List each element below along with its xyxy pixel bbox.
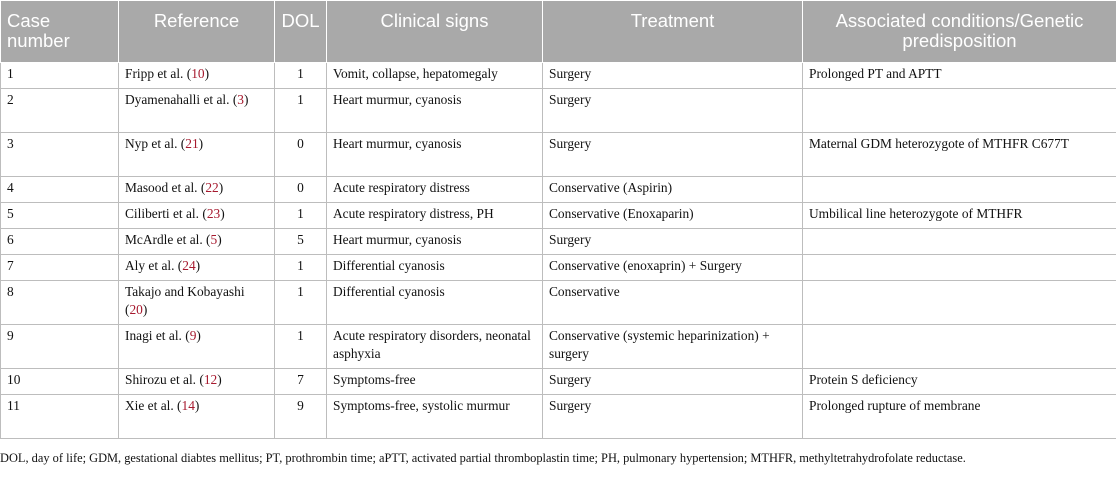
cell-dol: 1 xyxy=(275,63,327,89)
reference-close: ) xyxy=(218,180,224,195)
table-row xyxy=(1,63,1116,89)
cell-reference xyxy=(119,133,275,177)
reference-text: Xie et al. ( xyxy=(125,398,182,413)
header-treatment: Treatment xyxy=(543,1,803,63)
cell-reference xyxy=(119,255,275,281)
cell-treatment: Surgery xyxy=(543,133,803,177)
cell-treatment: Surgery xyxy=(543,63,803,89)
table-row xyxy=(1,255,1116,281)
table-footnote: DOL, day of life; GDM, gestational diabtes mellitus; PT, prothrombin time; aPTT, activated partial thromboplastin time; PH, pulmonary hypertension; MTHFR, methyltetrahydrofolate reductase. xyxy=(0,451,966,465)
table-row xyxy=(1,369,1116,395)
cell-treatment: Conservative (enoxaprin) + Surgery xyxy=(543,255,803,281)
reference-text: Inagi et al. ( xyxy=(125,328,190,343)
table-row xyxy=(1,325,1116,369)
cell-reference xyxy=(119,203,275,229)
table-row xyxy=(1,281,1116,325)
cell-reference xyxy=(119,229,275,255)
table-row xyxy=(1,89,1116,133)
cell-reference xyxy=(119,89,275,133)
cell-dol: 1 xyxy=(275,281,327,325)
reference-link[interactable]: 24 xyxy=(182,258,196,273)
cell-signs: Heart murmur, cyanosis xyxy=(327,229,543,255)
reference-close: ) xyxy=(220,206,225,221)
reference-text: Takajo and Kobayashi ( xyxy=(125,284,245,317)
cell-dol: 0 xyxy=(275,133,327,177)
cell-dol: 9 xyxy=(275,395,327,439)
table-row xyxy=(1,177,1116,203)
reference-text: Dyamenahalli et al. ( xyxy=(125,92,238,107)
cell-conditions: Prolonged PT and APTT xyxy=(803,63,1116,89)
reference-link[interactable]: 21 xyxy=(185,136,199,151)
cell-reference xyxy=(119,395,275,439)
cell-reference xyxy=(119,369,275,395)
cell-signs: Symptoms-free, systolic murmur xyxy=(327,395,543,439)
reference-text: Nyp et al. ( xyxy=(125,136,186,151)
cell-conditions xyxy=(803,229,1116,255)
reference-close: ) xyxy=(195,258,201,273)
cell-treatment: Conservative xyxy=(543,281,803,325)
cell-signs: Acute respiratory distress xyxy=(327,177,543,203)
cell-reference xyxy=(119,177,275,203)
reference-text: Shirozu et al. ( xyxy=(125,372,204,387)
cell-signs: Heart murmur, cyanosis xyxy=(327,133,543,177)
cell-reference xyxy=(119,281,275,325)
cell-case: 5 xyxy=(1,203,119,229)
reference-link[interactable]: 12 xyxy=(203,372,218,387)
reference-close: ) xyxy=(198,136,204,151)
reference-link[interactable]: 10 xyxy=(191,66,205,81)
cell-conditions: Protein S deficiency xyxy=(803,369,1116,395)
cell-treatment: Surgery xyxy=(543,89,803,133)
reference-text: Masood et al. ( xyxy=(125,180,206,195)
reference-link[interactable]: 9 xyxy=(189,328,197,343)
header-clinical-signs: Clinical signs xyxy=(327,1,543,63)
reference-link[interactable]: 23 xyxy=(206,206,221,221)
header-dol: DOL xyxy=(275,1,327,63)
cell-signs: Vomit, collapse, hepatomegaly xyxy=(327,63,543,89)
cell-signs: Symptoms-free xyxy=(327,369,543,395)
cell-case: 3 xyxy=(1,133,119,177)
cell-treatment: Surgery xyxy=(543,369,803,395)
cell-case: 10 xyxy=(1,369,119,395)
reference-text: Fripp et al. ( xyxy=(125,66,192,81)
cell-signs: Heart murmur, cyanosis xyxy=(327,89,543,133)
cell-treatment: Conservative (Aspirin) xyxy=(543,177,803,203)
cell-case: 7 xyxy=(1,255,119,281)
cell-conditions: Maternal GDM heterozygote of MTHFR C677T xyxy=(803,133,1116,177)
cell-reference xyxy=(119,325,275,369)
reference-text: Ciliberti et al. ( xyxy=(125,206,207,221)
cell-case: 2 xyxy=(1,89,119,133)
reference-close: ) xyxy=(196,328,201,343)
cell-reference xyxy=(119,63,275,89)
cell-treatment: Surgery xyxy=(543,395,803,439)
reference-close: ) xyxy=(194,398,200,413)
reference-link[interactable]: 5 xyxy=(210,232,218,247)
cell-case: 11 xyxy=(1,395,119,439)
cell-treatment: Surgery xyxy=(543,229,803,255)
cell-conditions: Umbilical line heterozygote of MTHFR xyxy=(803,203,1116,229)
cell-case: 9 xyxy=(1,325,119,369)
table-row xyxy=(1,395,1116,439)
cell-case: 6 xyxy=(1,229,119,255)
table-row xyxy=(1,133,1116,177)
cell-dol: 7 xyxy=(275,369,327,395)
table-row xyxy=(1,229,1116,255)
header-case-number: Case number xyxy=(1,1,119,63)
reference-close: ) xyxy=(217,232,222,247)
cell-conditions xyxy=(803,255,1116,281)
reference-close: ) xyxy=(217,372,222,387)
table-header-row xyxy=(1,1,1116,63)
reference-close: ) xyxy=(204,66,210,81)
cell-conditions xyxy=(803,177,1116,203)
cell-dol: 1 xyxy=(275,203,327,229)
cell-case: 1 xyxy=(1,63,119,89)
header-reference: Reference xyxy=(119,1,275,63)
cell-conditions xyxy=(803,281,1116,325)
cell-dol: 1 xyxy=(275,255,327,281)
reference-link[interactable]: 14 xyxy=(181,398,195,413)
cell-treatment: Conservative (systemic heparinization) + surgery xyxy=(543,325,803,369)
cell-signs: Acute respiratory distress, PH xyxy=(327,203,543,229)
reference-text: McArdle et al. ( xyxy=(125,232,211,247)
reference-link[interactable]: 22 xyxy=(205,180,219,195)
cell-case: 8 xyxy=(1,281,119,325)
reference-close: ) xyxy=(142,302,148,317)
cell-dol: 0 xyxy=(275,177,327,203)
reference-link[interactable]: 20 xyxy=(129,302,143,317)
reference-link[interactable]: 3 xyxy=(237,92,244,107)
cell-case: 4 xyxy=(1,177,119,203)
cell-signs: Differential cyanosis xyxy=(327,255,543,281)
cell-signs: Differential cyanosis xyxy=(327,281,543,325)
cell-conditions xyxy=(803,325,1116,369)
cell-signs: Acute respiratory disorders, neonatal asphyxia xyxy=(327,325,543,369)
cell-dol: 1 xyxy=(275,89,327,133)
cell-dol: 1 xyxy=(275,325,327,369)
reference-text: Aly et al. ( xyxy=(125,258,183,273)
cell-conditions: Prolonged rupture of membrane xyxy=(803,395,1116,439)
cell-conditions xyxy=(803,89,1116,133)
cell-dol: 5 xyxy=(275,229,327,255)
header-conditions: Associated conditions/Genetic predisposition xyxy=(803,1,1116,63)
table-row xyxy=(1,203,1116,229)
cell-treatment: Conservative (Enoxaparin) xyxy=(543,203,803,229)
reference-close: ) xyxy=(244,92,249,107)
